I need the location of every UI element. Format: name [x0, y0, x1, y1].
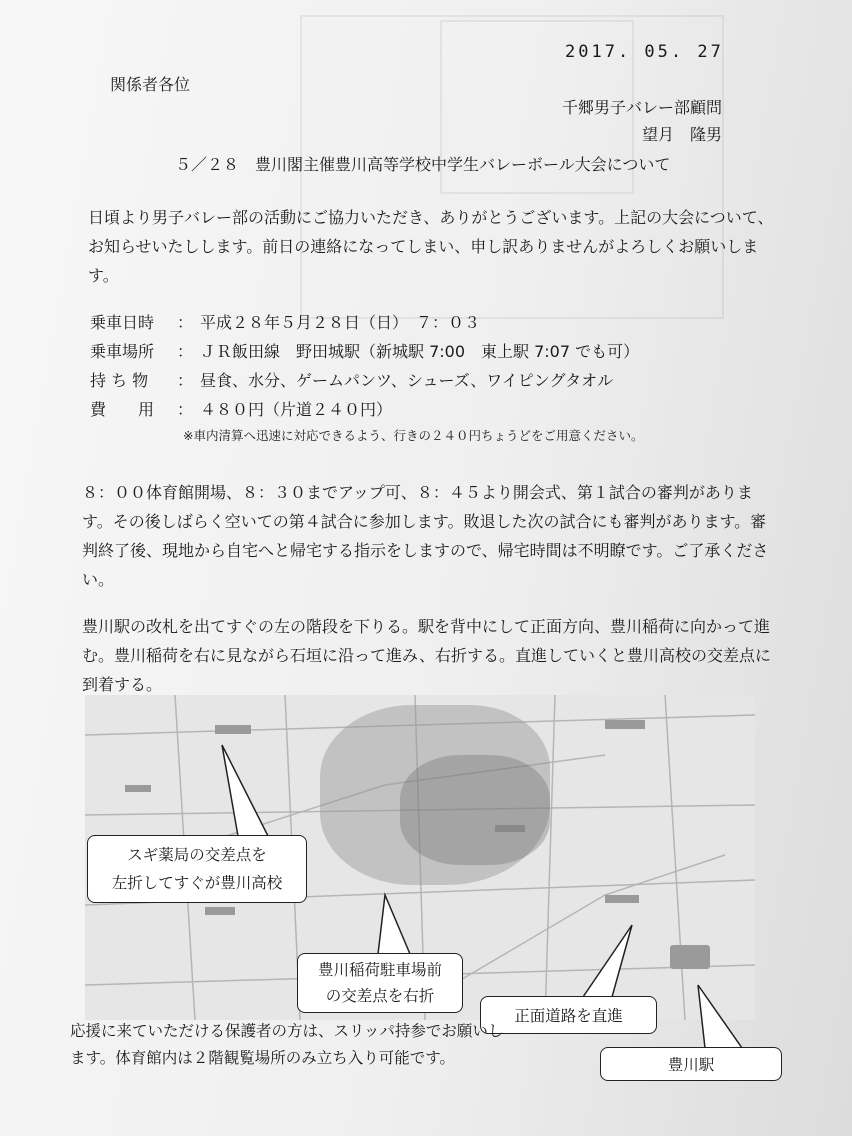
callout-parking-intersection — [297, 953, 463, 1013]
detail-value: 平成２８年５月２８日（日） ７：０３ — [200, 313, 481, 332]
detail-separator: ： — [176, 342, 193, 361]
callout-line: スギ薬局の交差点を — [127, 846, 267, 864]
detail-value: 昼食、水分、ゲームパンツ、シューズ、ワイピングタオル — [200, 371, 614, 390]
detail-label: 持 ち 物 — [90, 371, 149, 390]
detail-separator: ： — [176, 313, 193, 332]
detail-value: ４８０円（片道２４０円） — [200, 400, 393, 419]
document-title: ５／２８ 豊川閣主催豊川高等学校中学生バレーボール大会について — [175, 155, 671, 174]
route-paragraph: 豊川駅の改札を出てすぐの左の階段を下りる。駅を背中にして正面方向、豊川稲荷に向かって進む。豊川稲荷を右に見ながら石垣に沿って進み、右折する。直進していくと豊川高校の交差点に到着する。 — [82, 617, 771, 694]
support-paragraph: 応援に来ていただける保護者の方は、スリッパ持参でお願いします。体育館内は２階観覧場所のみ立ち入り可能です。 — [70, 1022, 504, 1067]
intro-paragraph: 日頃より男子バレー部の活動にご協力いただき、ありがとうございます。上記の大会について、お知らせいたしします。前日の連絡になってしまい、申し訳ありませんがよろしくお願いします。 — [88, 208, 774, 285]
callout-line: の交差点を右折 — [325, 987, 435, 1005]
detail-label: 乗車日時 — [90, 313, 155, 332]
callout-line: 豊川駅 — [667, 1056, 715, 1074]
detail-separator: ： — [176, 371, 193, 390]
detail-value: ＪＲ飯田線 野田城駅（新城駅 7:00 東上駅 7:07 でも可） — [200, 342, 640, 361]
sender-name: 望月 隆男 — [641, 125, 722, 144]
callout-line: 豊川稲荷駐車場前 — [317, 961, 442, 979]
callout-line: 左折してすぐが豊川高校 — [111, 874, 283, 892]
payment-note: ※車内清算へ迅速に対応できるよう、行きの２４０円ちょうどをご用意ください。 — [183, 428, 644, 443]
detail-label: 乗車場所 — [90, 342, 155, 361]
addressee: 関係者各位 — [110, 75, 191, 94]
callout-station — [600, 1047, 782, 1081]
detail-separator: ： — [176, 400, 193, 419]
callout-line: 正面道路を直進 — [514, 1007, 623, 1025]
sender-organization: 千郷男子バレー部顧問 — [561, 98, 722, 117]
detail-label: 費 用 — [90, 400, 155, 419]
document-date: 2017. 05. 27 — [565, 42, 724, 62]
callout-high-school — [87, 835, 307, 903]
schedule-paragraph: ８：００体育館開場、８：３０までアップ可、８：４５より開会式、第１試合の審判があります。その後しばらく空いての第４試合に参加します。敗退した次の試合にも審判があります。審判終了後、現地から自宅へと帰宅する指示をしますので、帰宅時間は不明瞭です。ご了承ください。 — [82, 483, 769, 589]
